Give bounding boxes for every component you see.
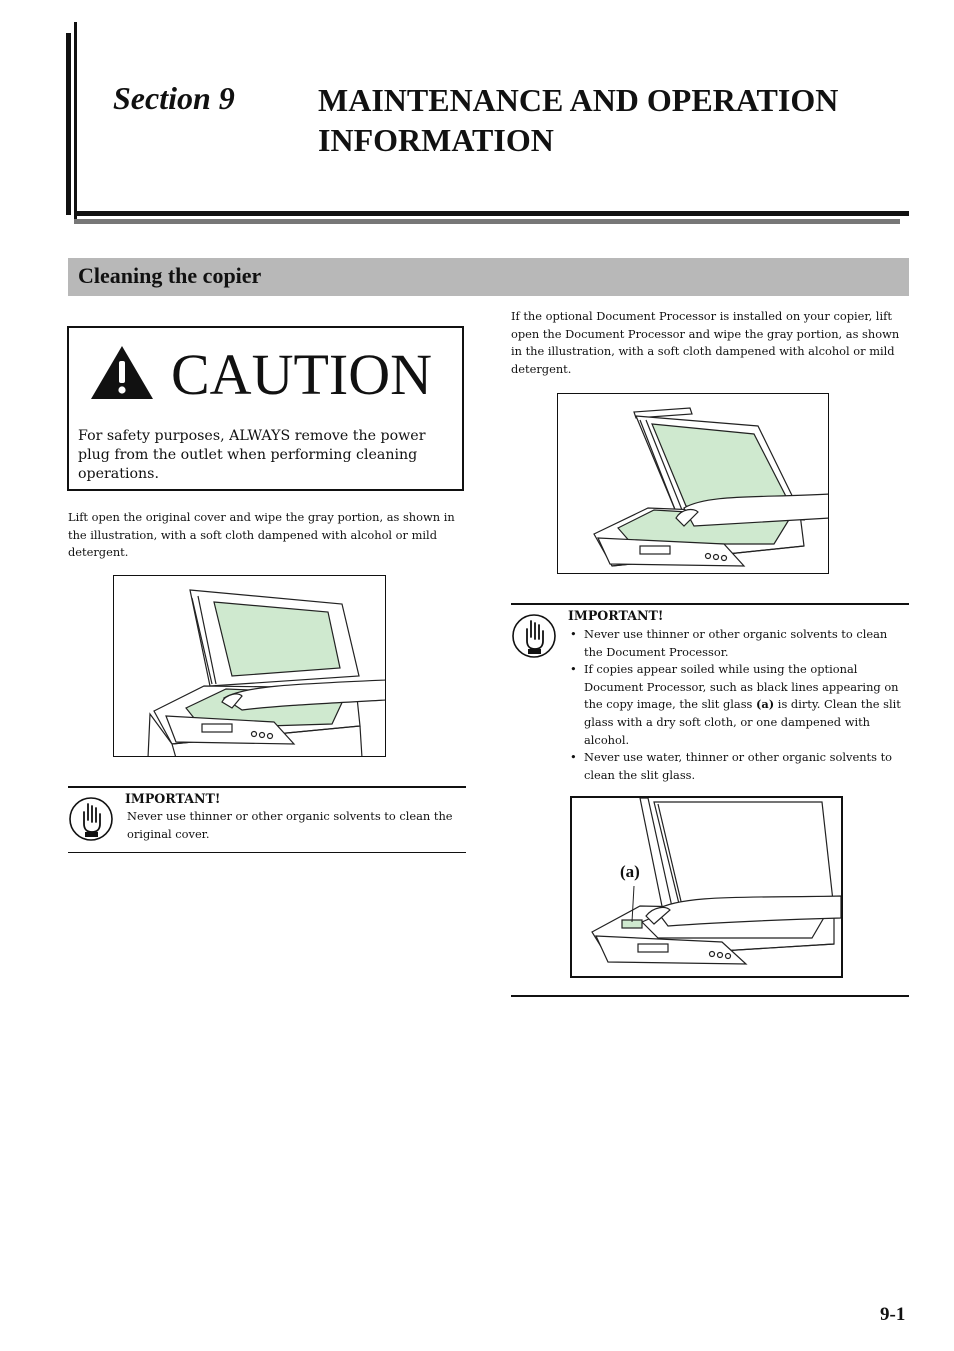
section-heading-bar (68, 258, 909, 296)
list-item (568, 661, 908, 749)
right-paragraph: If the optional Document Processor is installed on your copier, lift open the Document Processor and wipe the gray portion, as shown in the illustration, with a soft cloth dampened with alcohol or mild detergent. (511, 309, 900, 376)
important-title: IMPORTANT! (568, 608, 664, 623)
warning-triangle-icon (90, 344, 154, 400)
section-label: Section 9 (113, 80, 235, 116)
important-text: Never use thinner or other organic solvents to clean the original cover. (127, 809, 453, 841)
figure-original-cover (113, 575, 386, 757)
important-title: IMPORTANT! (125, 791, 221, 806)
pointing-hand-icon (511, 613, 557, 659)
list-item: • Never use water, thinner or other organic solvents to clean the slit glass. (568, 749, 908, 784)
list-item: • Never use thinner or other organic solvents to clean the Document Processor. (568, 626, 908, 661)
caution-box (67, 326, 464, 491)
page-number: 9-1 (880, 1304, 906, 1325)
copier-slit-glass-icon (572, 798, 841, 976)
section-heading: Cleaning the copier (78, 263, 262, 288)
header-rule-vertical-inner (74, 22, 77, 220)
header-rule-horizontal-gray (74, 219, 900, 224)
pointing-hand-icon (68, 796, 114, 842)
important-box-left (68, 786, 466, 853)
slit-glass-label: (a) (620, 862, 640, 881)
header-rule-horizontal (74, 211, 909, 216)
copier-document-processor-icon (558, 394, 829, 574)
copier-illustration-icon (114, 576, 386, 757)
caution-heading: CAUTION (171, 342, 432, 407)
list-item-text: If copies appear soiled while using the optional Document Processor, such as black lines appearing on the copy image, the slit glass (a) is dirty. Clean the slit glass with a dry soft cloth, or one dampened with alcohol. (584, 662, 901, 747)
figure-document-processor (557, 393, 829, 574)
important-list (568, 626, 908, 784)
section-title: MAINTENANCE AND OPERATION INFORMATION (318, 82, 839, 158)
left-paragraph: Lift open the original cover and wipe the gray portion, as shown in the illustration, with a soft cloth dampened with alcohol or mild detergent. (68, 510, 455, 560)
header-rule-vertical (66, 33, 71, 215)
caution-text: For safety purposes, ALWAYS remove the power plug from the outlet when performing cleaning operations. (78, 428, 426, 482)
figure-slit-glass (570, 796, 843, 978)
